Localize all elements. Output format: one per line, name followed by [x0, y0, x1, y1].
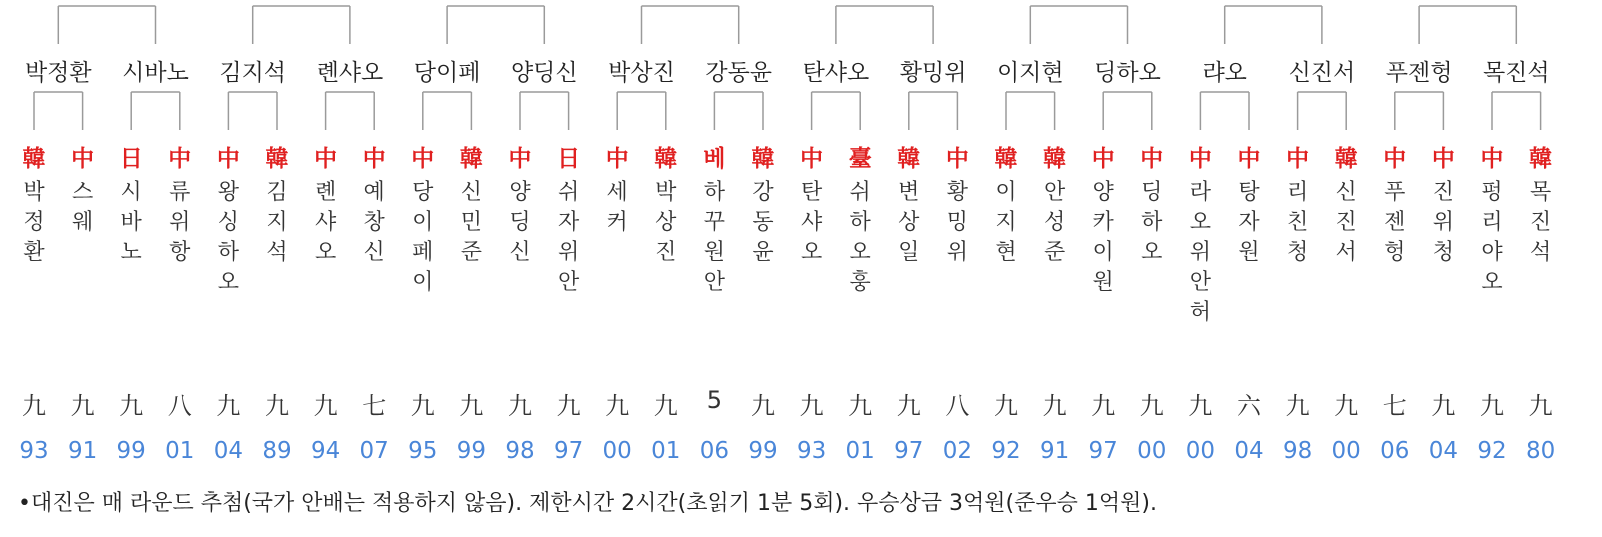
player-name: 하 꾸 원 안	[703, 180, 726, 295]
player-rank: 九	[653, 392, 678, 420]
player-birth-year: 94	[310, 438, 341, 464]
nation-badge: 臺	[848, 146, 872, 172]
nation-badge: 中	[1383, 146, 1407, 172]
player-birth-year: 06	[1380, 438, 1410, 464]
player-birth-year: 04	[1234, 438, 1264, 464]
player-rank: 八	[945, 392, 970, 420]
round-winner-name: 딩하오	[1094, 60, 1161, 86]
nation-badge: 中	[1480, 146, 1504, 172]
nation-badge: 中	[314, 146, 338, 172]
nation-badge: 韓	[1334, 146, 1358, 172]
player-rank: 九	[70, 392, 95, 420]
nation-badge: 韓	[897, 146, 921, 172]
nation-badge: 베	[703, 146, 726, 172]
nation-badge: 中	[168, 146, 192, 172]
player-name: 롄 샤 오	[314, 180, 337, 265]
round-winner-name: 푸젠헝	[1385, 60, 1453, 86]
player-name: 왕 싱 하 오	[217, 180, 240, 295]
nation-badge: 日	[557, 146, 581, 172]
player-rank: 六	[1237, 392, 1261, 420]
player-name: 라 오 위 안 허	[1189, 180, 1212, 325]
nation-badge: 中	[1286, 146, 1310, 172]
nation-badge: 中	[1188, 146, 1212, 172]
player-birth-year: 97	[553, 438, 584, 464]
nation-badge: 中	[1237, 146, 1261, 172]
player-rank: 九	[605, 392, 630, 420]
player-name: 푸 젠 헝	[1384, 180, 1406, 265]
player-name: 리 친 청	[1286, 180, 1309, 265]
round-winner-name: 랴오	[1202, 60, 1247, 86]
nation-badge: 中	[1091, 146, 1115, 172]
player-name: 스 웨	[71, 180, 94, 235]
player-rank: 九	[896, 392, 921, 420]
player-rank: 九	[1480, 392, 1504, 420]
player-birth-year: 91	[1039, 438, 1070, 464]
player-rank: 九	[848, 392, 873, 420]
player-birth-year: 99	[456, 438, 487, 464]
player-birth-year: 99	[116, 438, 146, 464]
player-name: 이 지 현	[995, 180, 1017, 265]
player-birth-year: 00	[602, 438, 632, 464]
player-name: 안 성 준	[1043, 180, 1066, 265]
player-birth-year: 97	[1088, 438, 1118, 464]
player-name: 예 창 신	[363, 180, 385, 265]
round-winner-name: 양딩신	[510, 60, 578, 86]
round-winner-name: 김지석	[219, 60, 287, 86]
player-rank: 九	[994, 392, 1018, 420]
round-winner-name: 신진서	[1288, 60, 1356, 86]
player-birth-year: 06	[699, 438, 730, 464]
player-name: 당 이 페 이	[412, 180, 434, 295]
player-rank: 九	[410, 392, 435, 420]
player-name: 양 카 이 원	[1092, 180, 1114, 295]
player-rank: 九	[508, 392, 532, 420]
player-birth-year: 98	[1282, 438, 1313, 464]
player-birth-year: 95	[408, 438, 438, 464]
nation-badge: 韓	[654, 146, 678, 172]
player-name: 목 진 석	[1529, 180, 1552, 265]
player-birth-year: 93	[19, 438, 49, 464]
player-rank: 5	[706, 386, 723, 414]
nation-badge: 中	[945, 146, 969, 172]
player-rank: 九	[1528, 392, 1553, 420]
player-rank: 九	[313, 392, 338, 420]
player-name: 김 지 석	[266, 180, 288, 265]
player-birth-year: 02	[942, 438, 973, 464]
player-rank: 九	[265, 392, 289, 420]
player-birth-year: 93	[796, 438, 827, 464]
player-birth-year: 92	[1477, 438, 1507, 464]
player-birth-year: 92	[991, 438, 1021, 464]
player-name: 신 민 준	[460, 180, 483, 265]
round-winner-name: 박정환	[24, 60, 92, 86]
player-name: 양 딩 신	[509, 180, 531, 265]
player-name: 박 상 진	[655, 180, 677, 265]
player-birth-year: 04	[213, 438, 244, 464]
player-birth-year: 80	[1525, 438, 1556, 464]
round-winner-name: 시바노	[122, 60, 189, 86]
player-rank: 九	[1042, 392, 1067, 420]
player-rank: 九	[1285, 392, 1310, 420]
player-birth-year: 07	[359, 438, 389, 464]
player-name: 진 위 청	[1432, 180, 1455, 265]
player-birth-year: 99	[748, 438, 778, 464]
player-birth-year: 04	[1428, 438, 1459, 464]
player-name: 탄 샤 오	[800, 180, 823, 265]
footnote: •대진은 매 라운드 추첨(국가 안배는 적용하지 않음). 제한시간 2시간(초읽기 1분 5회). 우승상금 3억원(준우승 1억원).	[18, 491, 1157, 516]
nation-badge: 韓	[22, 146, 46, 172]
round-winner-name: 롄샤오	[316, 60, 384, 86]
nation-badge: 韓	[459, 146, 483, 172]
player-name: 강 동 윤	[752, 180, 774, 265]
player-birth-year: 00	[1185, 438, 1216, 464]
round-winner-name: 황밍위	[899, 60, 967, 86]
nation-badge: 中	[362, 146, 386, 172]
nation-badge: 中	[1140, 146, 1164, 172]
round-winner-name: 탄샤오	[802, 60, 870, 86]
player-rank: 九	[751, 392, 775, 420]
player-rank: 七	[362, 392, 387, 420]
player-birth-year: 91	[67, 438, 98, 464]
player-rank: 九	[1139, 392, 1164, 420]
round-winner-name: 당이페	[413, 60, 481, 86]
player-name: 류 위 항	[169, 180, 191, 265]
player-name: 시 바 노	[120, 180, 142, 265]
nation-badge: 中	[216, 146, 240, 172]
player-name: 딩 하 오	[1141, 180, 1163, 265]
player-rank: 九	[556, 392, 581, 420]
player-rank: 九	[216, 392, 241, 420]
round-winner-name: 목진석	[1482, 60, 1550, 86]
player-rank: 九	[459, 392, 484, 420]
player-rank: 九	[1334, 392, 1359, 420]
player-birth-year: 01	[165, 438, 195, 464]
player-name: 쉬 자 위 안	[557, 180, 580, 295]
player-name: 황 밍 위	[946, 180, 969, 265]
player-name: 신 진 서	[1335, 180, 1357, 265]
nation-badge: 中	[1431, 146, 1455, 172]
nation-badge: 韓	[751, 146, 775, 172]
player-name: 쉬 하 오 훙	[849, 180, 871, 295]
nation-badge: 韓	[994, 146, 1018, 172]
player-birth-year: 98	[505, 438, 535, 464]
nation-badge: 中	[71, 146, 95, 172]
nation-badge: 中	[411, 146, 435, 172]
player-rank: 九	[799, 392, 824, 420]
player-birth-year: 00	[1331, 438, 1361, 464]
nation-badge: 韓	[265, 146, 289, 172]
player-birth-year: 89	[262, 438, 292, 464]
player-rank: 九	[1431, 392, 1456, 420]
player-birth-year: 97	[894, 438, 924, 464]
player-rank: 八	[167, 392, 192, 420]
player-name: 박 정 환	[23, 180, 45, 265]
nation-badge: 韓	[1043, 146, 1067, 172]
player-rank: 九	[22, 392, 46, 420]
nation-badge: 中	[605, 146, 629, 172]
round-winner-name: 이지현	[996, 60, 1064, 86]
player-rank: 九	[119, 392, 144, 420]
round-winner-name: 박상진	[608, 60, 675, 86]
player-name: 변 상 일	[898, 180, 920, 265]
player-name: 펑 리 야 오	[1481, 180, 1503, 295]
player-birth-year: 01	[845, 438, 875, 464]
nation-badge: 中	[800, 146, 824, 172]
player-birth-year: 01	[651, 438, 681, 464]
player-rank: 七	[1382, 392, 1407, 420]
nation-badge: 中	[508, 146, 532, 172]
player-name: 세 커	[606, 180, 628, 235]
player-name: 탕 자 원	[1238, 180, 1260, 265]
player-birth-year: 00	[1137, 438, 1167, 464]
player-rank: 九	[1091, 392, 1116, 420]
nation-badge: 韓	[1529, 146, 1553, 172]
player-rank: 九	[1188, 392, 1213, 420]
nation-badge: 日	[119, 146, 143, 172]
round-winner-name: 강동윤	[705, 60, 773, 86]
